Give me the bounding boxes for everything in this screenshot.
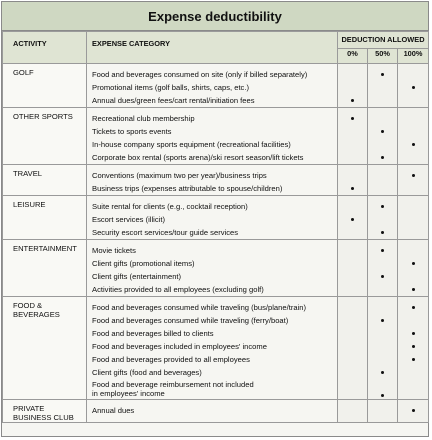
activity-label: GOLF [13, 68, 34, 77]
deduction-mark-slot [368, 257, 397, 270]
deduction-mark-slot [398, 213, 428, 226]
bullet-dot-icon [381, 394, 384, 397]
category-cell [87, 196, 338, 240]
deduction-mark-slot [368, 112, 397, 125]
bullet-dot-icon [381, 156, 384, 159]
deduction-mark-slot [398, 226, 428, 239]
bullet-dot-icon [381, 205, 384, 208]
bullet-dot-icon [351, 187, 354, 190]
deduction-mark-slot [368, 283, 397, 296]
expense-category-item: Food and beverages consumed while traveling (ferry/boat) [92, 316, 289, 325]
deduction-cell-0pct [338, 240, 368, 297]
header-expense-category: EXPENSE CATEGORY [87, 32, 338, 64]
bullet-dot-icon [351, 117, 354, 120]
deduction-mark-slot [398, 182, 428, 195]
deduction-mark-slot [338, 244, 367, 257]
deduction-mark-slot [398, 327, 428, 340]
bullet-dot-icon [412, 306, 415, 309]
expense-category-item: Annual dues [92, 406, 135, 415]
expense-category-item: Food and beverages consumed on site (only if billed separately) [92, 70, 308, 79]
deduction-mark-slot [368, 213, 397, 226]
deduction-mark-slot [368, 94, 397, 107]
deduction-mark-slot [368, 301, 397, 314]
bullet-dot-icon [381, 371, 384, 374]
activity-cell [3, 108, 87, 165]
category-cell [87, 64, 338, 108]
expense-category-item: Promotional items (golf balls, shirts, caps, etc.) [92, 83, 249, 92]
deduction-mark-slot [398, 314, 428, 327]
bullet-dot-icon [412, 288, 415, 291]
deduction-mark-slot [398, 125, 428, 138]
deduction-cell-100pct [398, 297, 429, 400]
category-cell [87, 240, 338, 297]
activity-cell [3, 297, 87, 400]
expense-category-item: Tickets to sports events [92, 127, 172, 136]
expense-category-item: Business trips (expenses attributable to spouse/children) [92, 184, 283, 193]
deduction-cell-50pct [368, 165, 398, 196]
deduction-cell-100pct [398, 108, 429, 165]
deduction-mark-slot [368, 81, 397, 94]
expense-category-item: Food and beverages consumed while traveling (bus/plane/train) [92, 303, 307, 312]
table-body [3, 64, 429, 423]
deduction-mark-slot [368, 200, 397, 213]
activity-label: PRIVATE BUSINESS CLUB [13, 404, 74, 422]
deduction-mark-slot [338, 213, 367, 226]
deduction-cell-0pct [338, 400, 368, 423]
activity-label: OTHER SPORTS [13, 112, 73, 121]
section-row [3, 64, 429, 108]
deduction-mark-slot [338, 283, 367, 296]
deduction-cell-0pct [338, 64, 368, 108]
deduction-mark-slot [398, 68, 428, 81]
deduction-mark-slot [368, 404, 397, 417]
expense-category-item: Suite rental for clients (e.g., cocktail reception) [92, 202, 248, 211]
deduction-mark-slot [398, 81, 428, 94]
section-row [3, 196, 429, 240]
expense-category-item: Escort services (illicit) [92, 215, 165, 224]
activity-label: FOOD & BEVERAGES [13, 301, 60, 319]
deduction-mark-slot [338, 169, 367, 182]
bullet-dot-icon [381, 249, 384, 252]
bullet-dot-icon [412, 345, 415, 348]
bullet-dot-icon [412, 143, 415, 146]
bullet-dot-icon [381, 319, 384, 322]
expense-category-item: Client gifts (food and beverages) [92, 368, 202, 377]
deduction-cell-50pct [368, 240, 398, 297]
expense-category-item: Activities provided to all employees (excluding golf) [92, 285, 264, 294]
activity-cell [3, 240, 87, 297]
header-deduction-allowed: DEDUCTION ALLOWED [338, 32, 429, 49]
expense-category-item: Food and beverage reimbursement not included in employees' income [92, 380, 254, 398]
expense-category-item: Recreational club membership [92, 114, 195, 123]
deduction-mark-slot [338, 404, 367, 417]
deduction-cell-100pct [398, 165, 429, 196]
deduction-mark-slot [398, 94, 428, 107]
header-pct-100: 100% [398, 49, 429, 64]
deduction-mark-slot [368, 314, 397, 327]
deduction-mark-slot [398, 244, 428, 257]
section-row [3, 240, 429, 297]
deduction-cell-100pct [398, 400, 429, 423]
bullet-dot-icon [412, 358, 415, 361]
category-cell [87, 400, 338, 423]
header-pct-0: 0% [338, 49, 368, 64]
bullet-dot-icon [381, 73, 384, 76]
deduction-mark-slot [338, 138, 367, 151]
expense-table-panel [1, 1, 429, 437]
deduction-mark-slot [368, 68, 397, 81]
deduction-mark-slot [368, 138, 397, 151]
bullet-dot-icon [412, 86, 415, 89]
expense-category-item: In-house company sports equipment (recreational facilities) [92, 140, 291, 149]
bullet-dot-icon [412, 262, 415, 265]
deduction-cell-50pct [368, 108, 398, 165]
deduction-cell-50pct [368, 64, 398, 108]
deduction-mark-slot [368, 182, 397, 195]
expense-category-item: Food and beverages included in employees' income [92, 342, 267, 351]
expense-category-item: Conventions (maximum two per year)/business trips [92, 171, 267, 180]
deduction-mark-slot [338, 257, 367, 270]
deduction-mark-slot [398, 340, 428, 353]
deduction-mark-slot [368, 353, 397, 366]
deduction-cell-50pct [368, 400, 398, 423]
deduction-mark-slot [398, 301, 428, 314]
deduction-mark-slot [338, 327, 367, 340]
deduction-cell-0pct [338, 165, 368, 196]
deduction-mark-slot [368, 244, 397, 257]
activity-label: TRAVEL [13, 169, 42, 178]
deduction-mark-slot [338, 200, 367, 213]
section-row [3, 108, 429, 165]
deduction-mark-slot [338, 314, 367, 327]
expense-category-item: Client gifts (entertainment) [92, 272, 182, 281]
deduction-mark-slot [368, 327, 397, 340]
activity-label: LEISURE [13, 200, 46, 209]
bullet-dot-icon [412, 174, 415, 177]
expense-category-item: Client gifts (promotional items) [92, 259, 195, 268]
deduction-mark-slot [338, 353, 367, 366]
deduction-cell-100pct [398, 196, 429, 240]
deduction-mark-slot [338, 125, 367, 138]
deduction-mark-slot [398, 257, 428, 270]
activity-cell [3, 165, 87, 196]
activity-cell [3, 196, 87, 240]
deduction-mark-slot [368, 151, 397, 164]
bullet-dot-icon [381, 275, 384, 278]
bullet-dot-icon [351, 218, 354, 221]
deduction-cell-50pct [368, 297, 398, 400]
section-row [3, 400, 429, 423]
deduction-mark-slot [398, 366, 428, 379]
deduction-mark-slot [398, 283, 428, 296]
expense-category-item: Food and beverages provided to all employees [92, 355, 250, 364]
bullet-dot-icon [381, 130, 384, 133]
deduction-mark-slot [368, 169, 397, 182]
category-cell [87, 165, 338, 196]
deduction-mark-slot [368, 366, 397, 379]
category-cell [87, 108, 338, 165]
bullet-dot-icon [381, 231, 384, 234]
section-row [3, 297, 429, 400]
header-pct-50: 50% [368, 49, 398, 64]
expense-category-item: Security escort services/tour guide services [92, 228, 239, 237]
deduction-mark-slot [338, 226, 367, 239]
deduction-cell-100pct [398, 64, 429, 108]
category-cell [87, 297, 338, 400]
deduction-mark-slot [338, 366, 367, 379]
deductibility-table [2, 31, 429, 423]
bullet-dot-icon [351, 99, 354, 102]
deduction-cell-0pct [338, 108, 368, 165]
deduction-mark-slot [338, 68, 367, 81]
deduction-mark-slot [368, 125, 397, 138]
deduction-mark-slot [398, 138, 428, 151]
bullet-dot-icon [412, 409, 415, 412]
deduction-mark-slot [398, 379, 428, 399]
deduction-mark-slot [398, 200, 428, 213]
deduction-mark-slot [338, 151, 367, 164]
deduction-mark-slot [338, 340, 367, 353]
deduction-mark-slot [368, 270, 397, 283]
activity-cell [3, 400, 87, 423]
bullet-dot-icon [412, 332, 415, 335]
expense-category-item: Movie tickets [92, 246, 136, 255]
deduction-cell-100pct [398, 240, 429, 297]
deduction-mark-slot [398, 404, 428, 417]
section-row [3, 165, 429, 196]
deduction-mark-slot [398, 353, 428, 366]
deduction-mark-slot [398, 270, 428, 283]
deduction-cell-50pct [368, 196, 398, 240]
table-title: Expense deductibility [2, 2, 428, 31]
deduction-mark-slot [338, 81, 367, 94]
deduction-mark-slot [368, 226, 397, 239]
expense-category-item: Food and beverages billed to clients [92, 329, 214, 338]
deduction-cell-0pct [338, 297, 368, 400]
activity-cell [3, 64, 87, 108]
deduction-mark-slot [398, 169, 428, 182]
deduction-mark-slot [338, 182, 367, 195]
activity-label: ENTERTAINMENT [13, 244, 77, 253]
expense-category-item: Annual dues/green fees/cart rental/initiation fees [92, 96, 255, 105]
deduction-mark-slot [398, 151, 428, 164]
deduction-mark-slot [398, 112, 428, 125]
deduction-cell-0pct [338, 196, 368, 240]
deduction-mark-slot [368, 379, 397, 399]
expense-category-item: Corporate box rental (sports arena)/ski resort season/lift tickets [92, 153, 304, 162]
deduction-mark-slot [338, 270, 367, 283]
header-activity: ACTIVITY [3, 32, 87, 64]
deduction-mark-slot [338, 301, 367, 314]
deduction-mark-slot [338, 112, 367, 125]
deduction-mark-slot [338, 379, 367, 399]
deduction-mark-slot [338, 94, 367, 107]
deduction-mark-slot [368, 340, 397, 353]
